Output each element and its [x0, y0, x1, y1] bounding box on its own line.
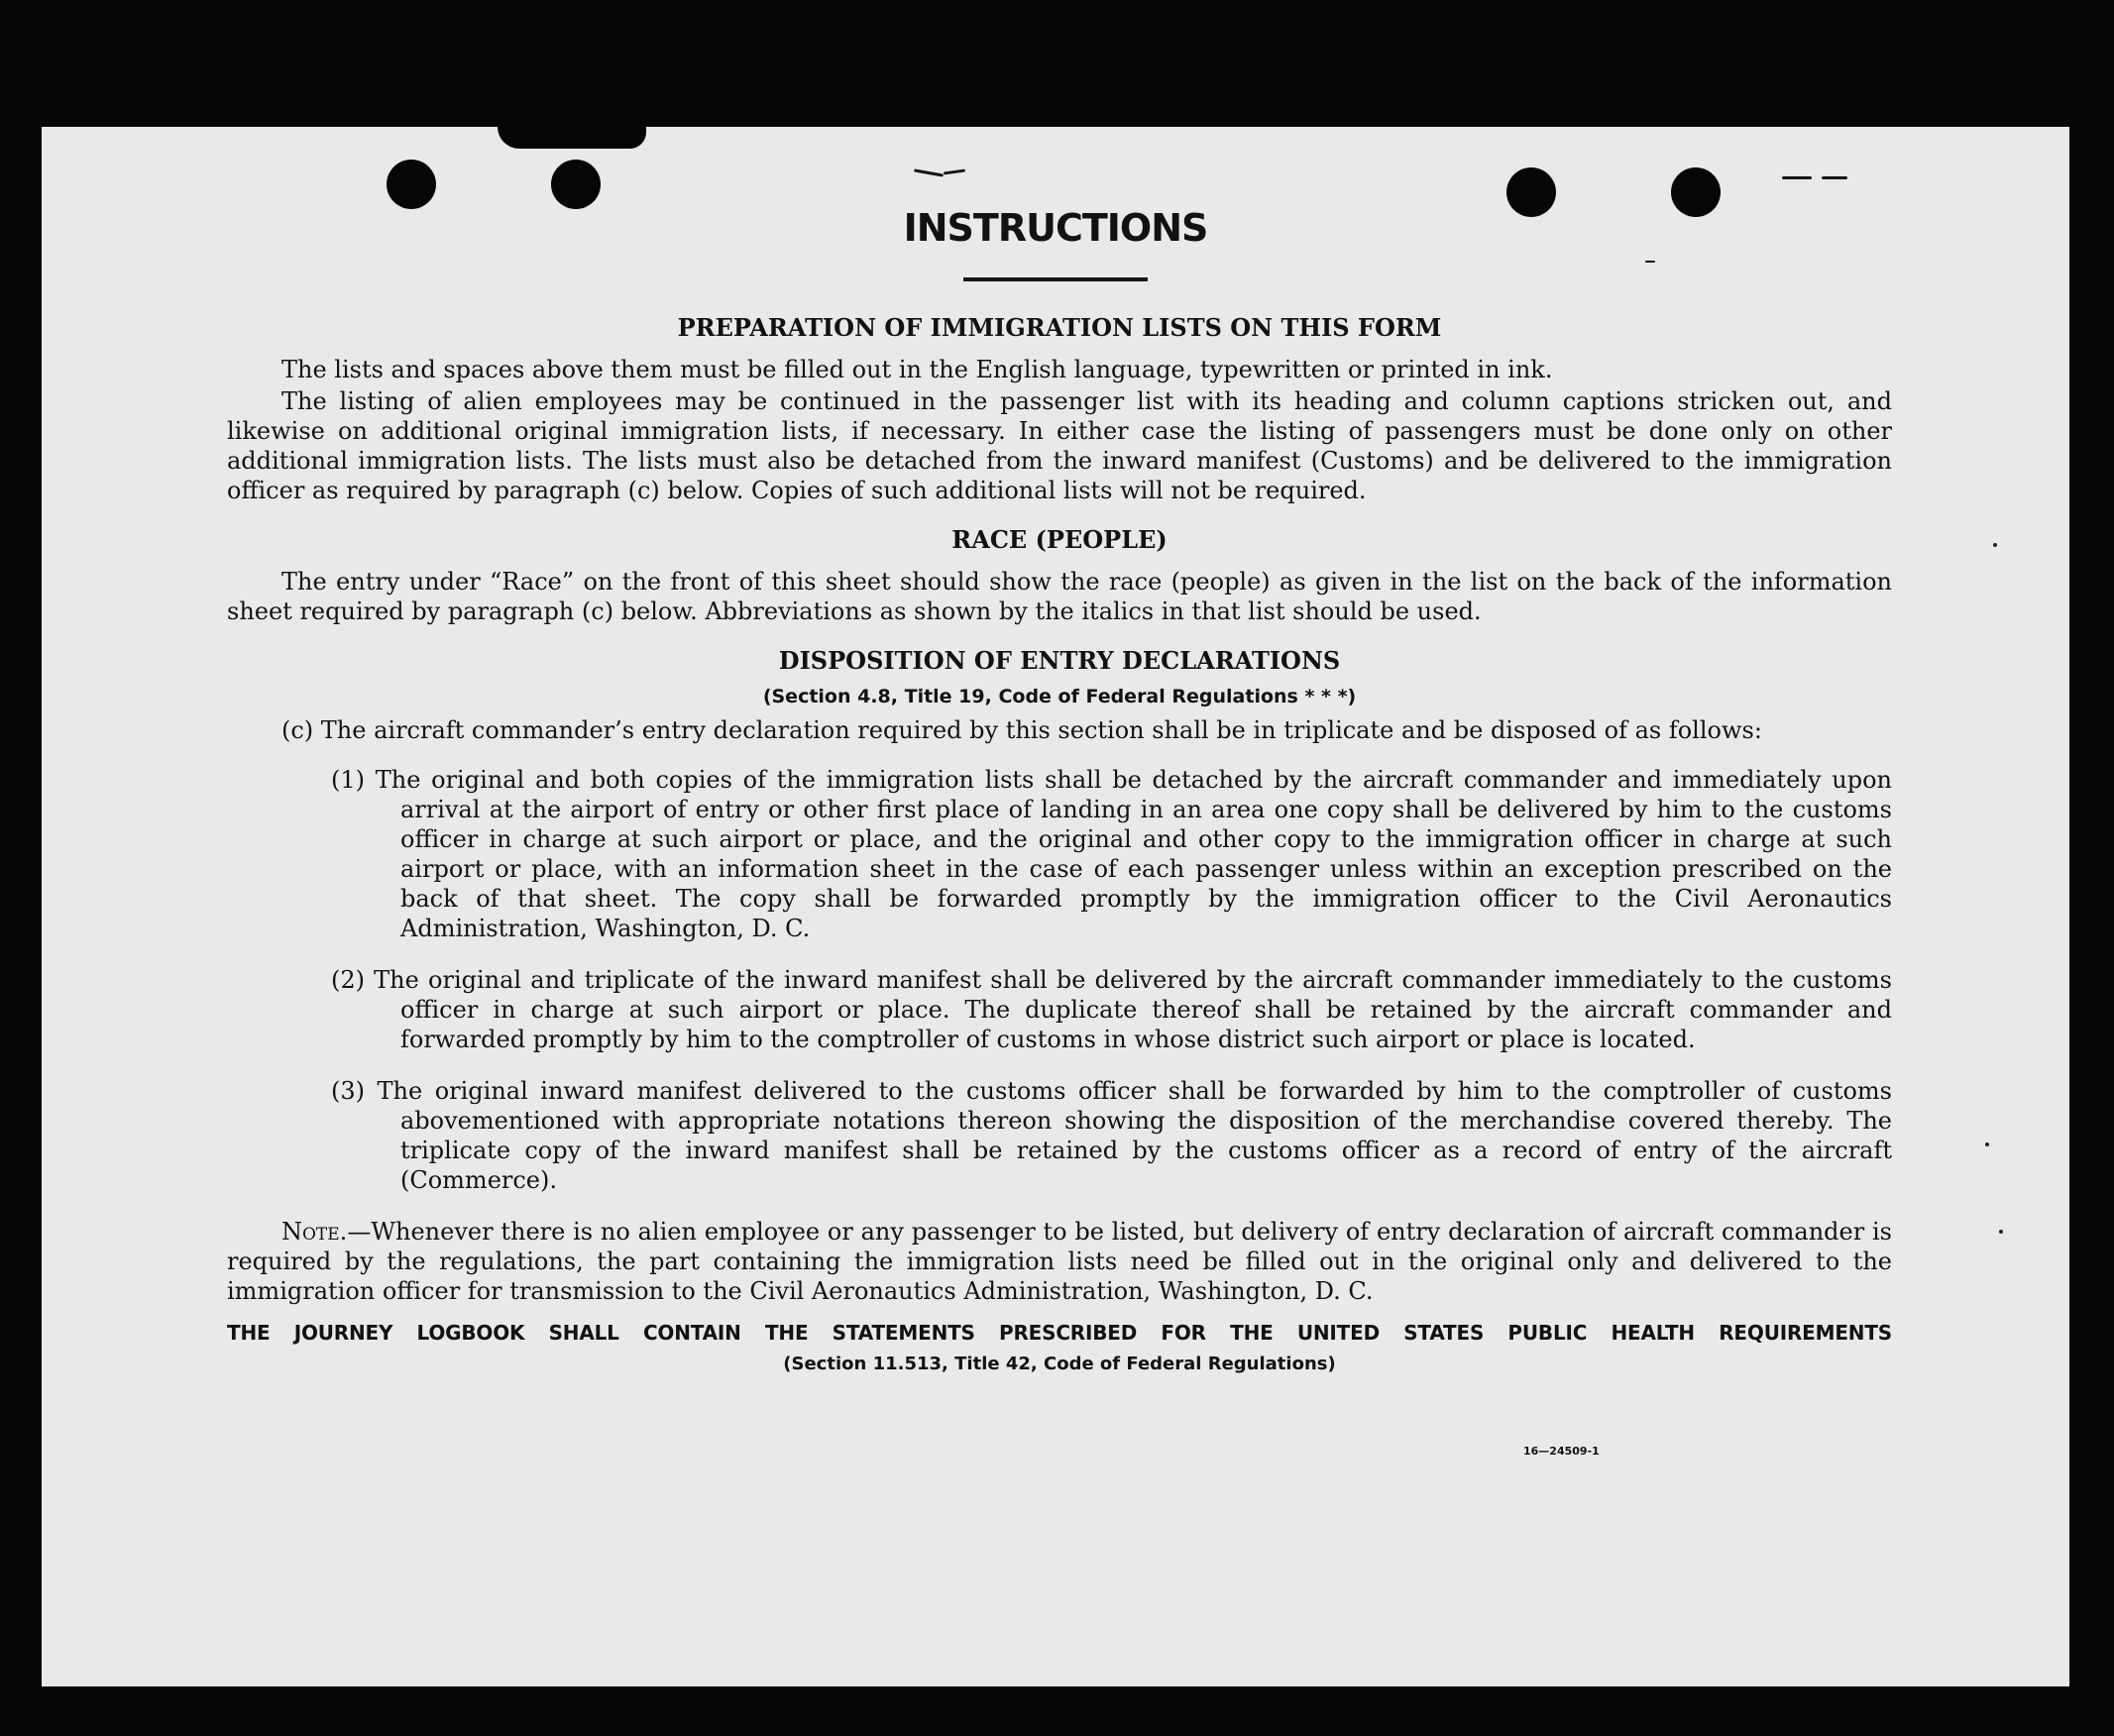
footer-citation: (Section 11.513, Title 42, Code of Federal Regulations): [783, 1354, 1336, 1374]
footer-statement: THE JOURNEY LOGBOOK SHALL CONTAIN THE STATEMENTS PRESCRIBED FOR THE UNITED STATES PUBLIC HEALTH REQUIREMENTS: [227, 1321, 1892, 1345]
speck: [1993, 543, 1997, 547]
punch-hole-icon: [387, 160, 436, 209]
list-item: (3) The original inward manifest delivered to the customs officer shall be forwarded by him to the comptroller of customs abovementioned with appropriate notations thereon showing the disposition of the merchandise covered thereby. The triplicate copy of the inward manifest shall be retained by the customs officer as a record of entry of the aircraft (Commerce).: [331, 1077, 1892, 1194]
ink-mark: [1645, 261, 1655, 263]
speck: [1985, 1142, 1989, 1146]
torn-edge: [498, 127, 646, 149]
note-label: Note.: [281, 1218, 348, 1246]
speck: [1999, 1230, 2003, 1234]
form-number: 16—24509-1: [1523, 1445, 1600, 1458]
paper-sheet: [42, 127, 2069, 1686]
heading-preparation: PREPARATION OF IMMIGRATION LISTS ON THIS FORM: [677, 313, 1442, 342]
paragraph-alien-employees: The listing of alien employees may be continued in the passenger list with its heading and column captions stricken out, and likewise on additional original immigration lists, if necessary. In either case the listing of passengers must be done only on other additional immigration lists. The lists must also be detached from the inward manifest (Customs) and be delivered to the immigration officer as required by paragraph (c) below. Copies of such additional lists will not be required.: [227, 387, 1892, 504]
ink-mark: [1782, 176, 1812, 179]
heading-race: RACE (PEOPLE): [951, 525, 1168, 554]
list-item: (1) The original and both copies of the immigration lists shall be detached by the aircraft commander and immediately upon arrival at the airport of entry or other first place of landing in an area one copy shall be delivered by him to the customs officer in charge at such airport or place, and the original and other copy to the immigration officer in charge at such airport or place, with an information sheet in the case of each passenger unless within an exception prescribed on the back of that sheet. The copy shall be forwarded promptly by the immigration officer to the Civil Aeronautics Administration, Washington, D. C.: [331, 766, 1892, 942]
clause-c: (c) The aircraft commander’s entry declaration required by this section shall be in triplicate and be disposed of as follows:: [281, 716, 1762, 744]
page-title: INSTRUCTIONS: [903, 206, 1208, 250]
ink-mark: [1822, 176, 1847, 179]
title-underline: [963, 277, 1148, 281]
heading-disposition: DISPOSITION OF ENTRY DECLARATIONS: [778, 646, 1341, 675]
instructions-body: [227, 313, 1892, 1379]
note-paragraph: [227, 1217, 1892, 1306]
ink-mark: [944, 168, 965, 174]
paragraph-race-entry: The entry under “Race” on the front of this sheet should show the race (people) as given in the list on the back of the information sheet required by paragraph (c) below. Abbreviations as shown by the italics in that list should be used.: [227, 568, 1892, 625]
ink-mark: [914, 168, 944, 176]
punch-hole-icon: [551, 160, 601, 209]
list-item: (2) The original and triplicate of the inward manifest shall be delivered by the aircraft commander immediately to the customs officer in charge at such airport or place. The duplicate thereof shall be retained by the aircraft commander and forwarded promptly by him to the comptroller of customs in whose district such airport or place is located.: [331, 966, 1892, 1053]
note-text: —Whenever there is no alien employee or any passenger to be listed, but delivery of entry declaration of aircraft commander is required by the regulations, the part containing the immigration lists need be filled out in the original only and delivered to the immigration officer for transmission to the Civil Aeronautics Administration, Washington, D. C.: [227, 1218, 1892, 1305]
paragraph-english-language: The lists and spaces above them must be filled out in the English language, typewritten or printed in ink.: [281, 356, 1553, 383]
citation-title-19: (Section 4.8, Title 19, Code of Federal Regulations * * *): [762, 686, 1357, 707]
